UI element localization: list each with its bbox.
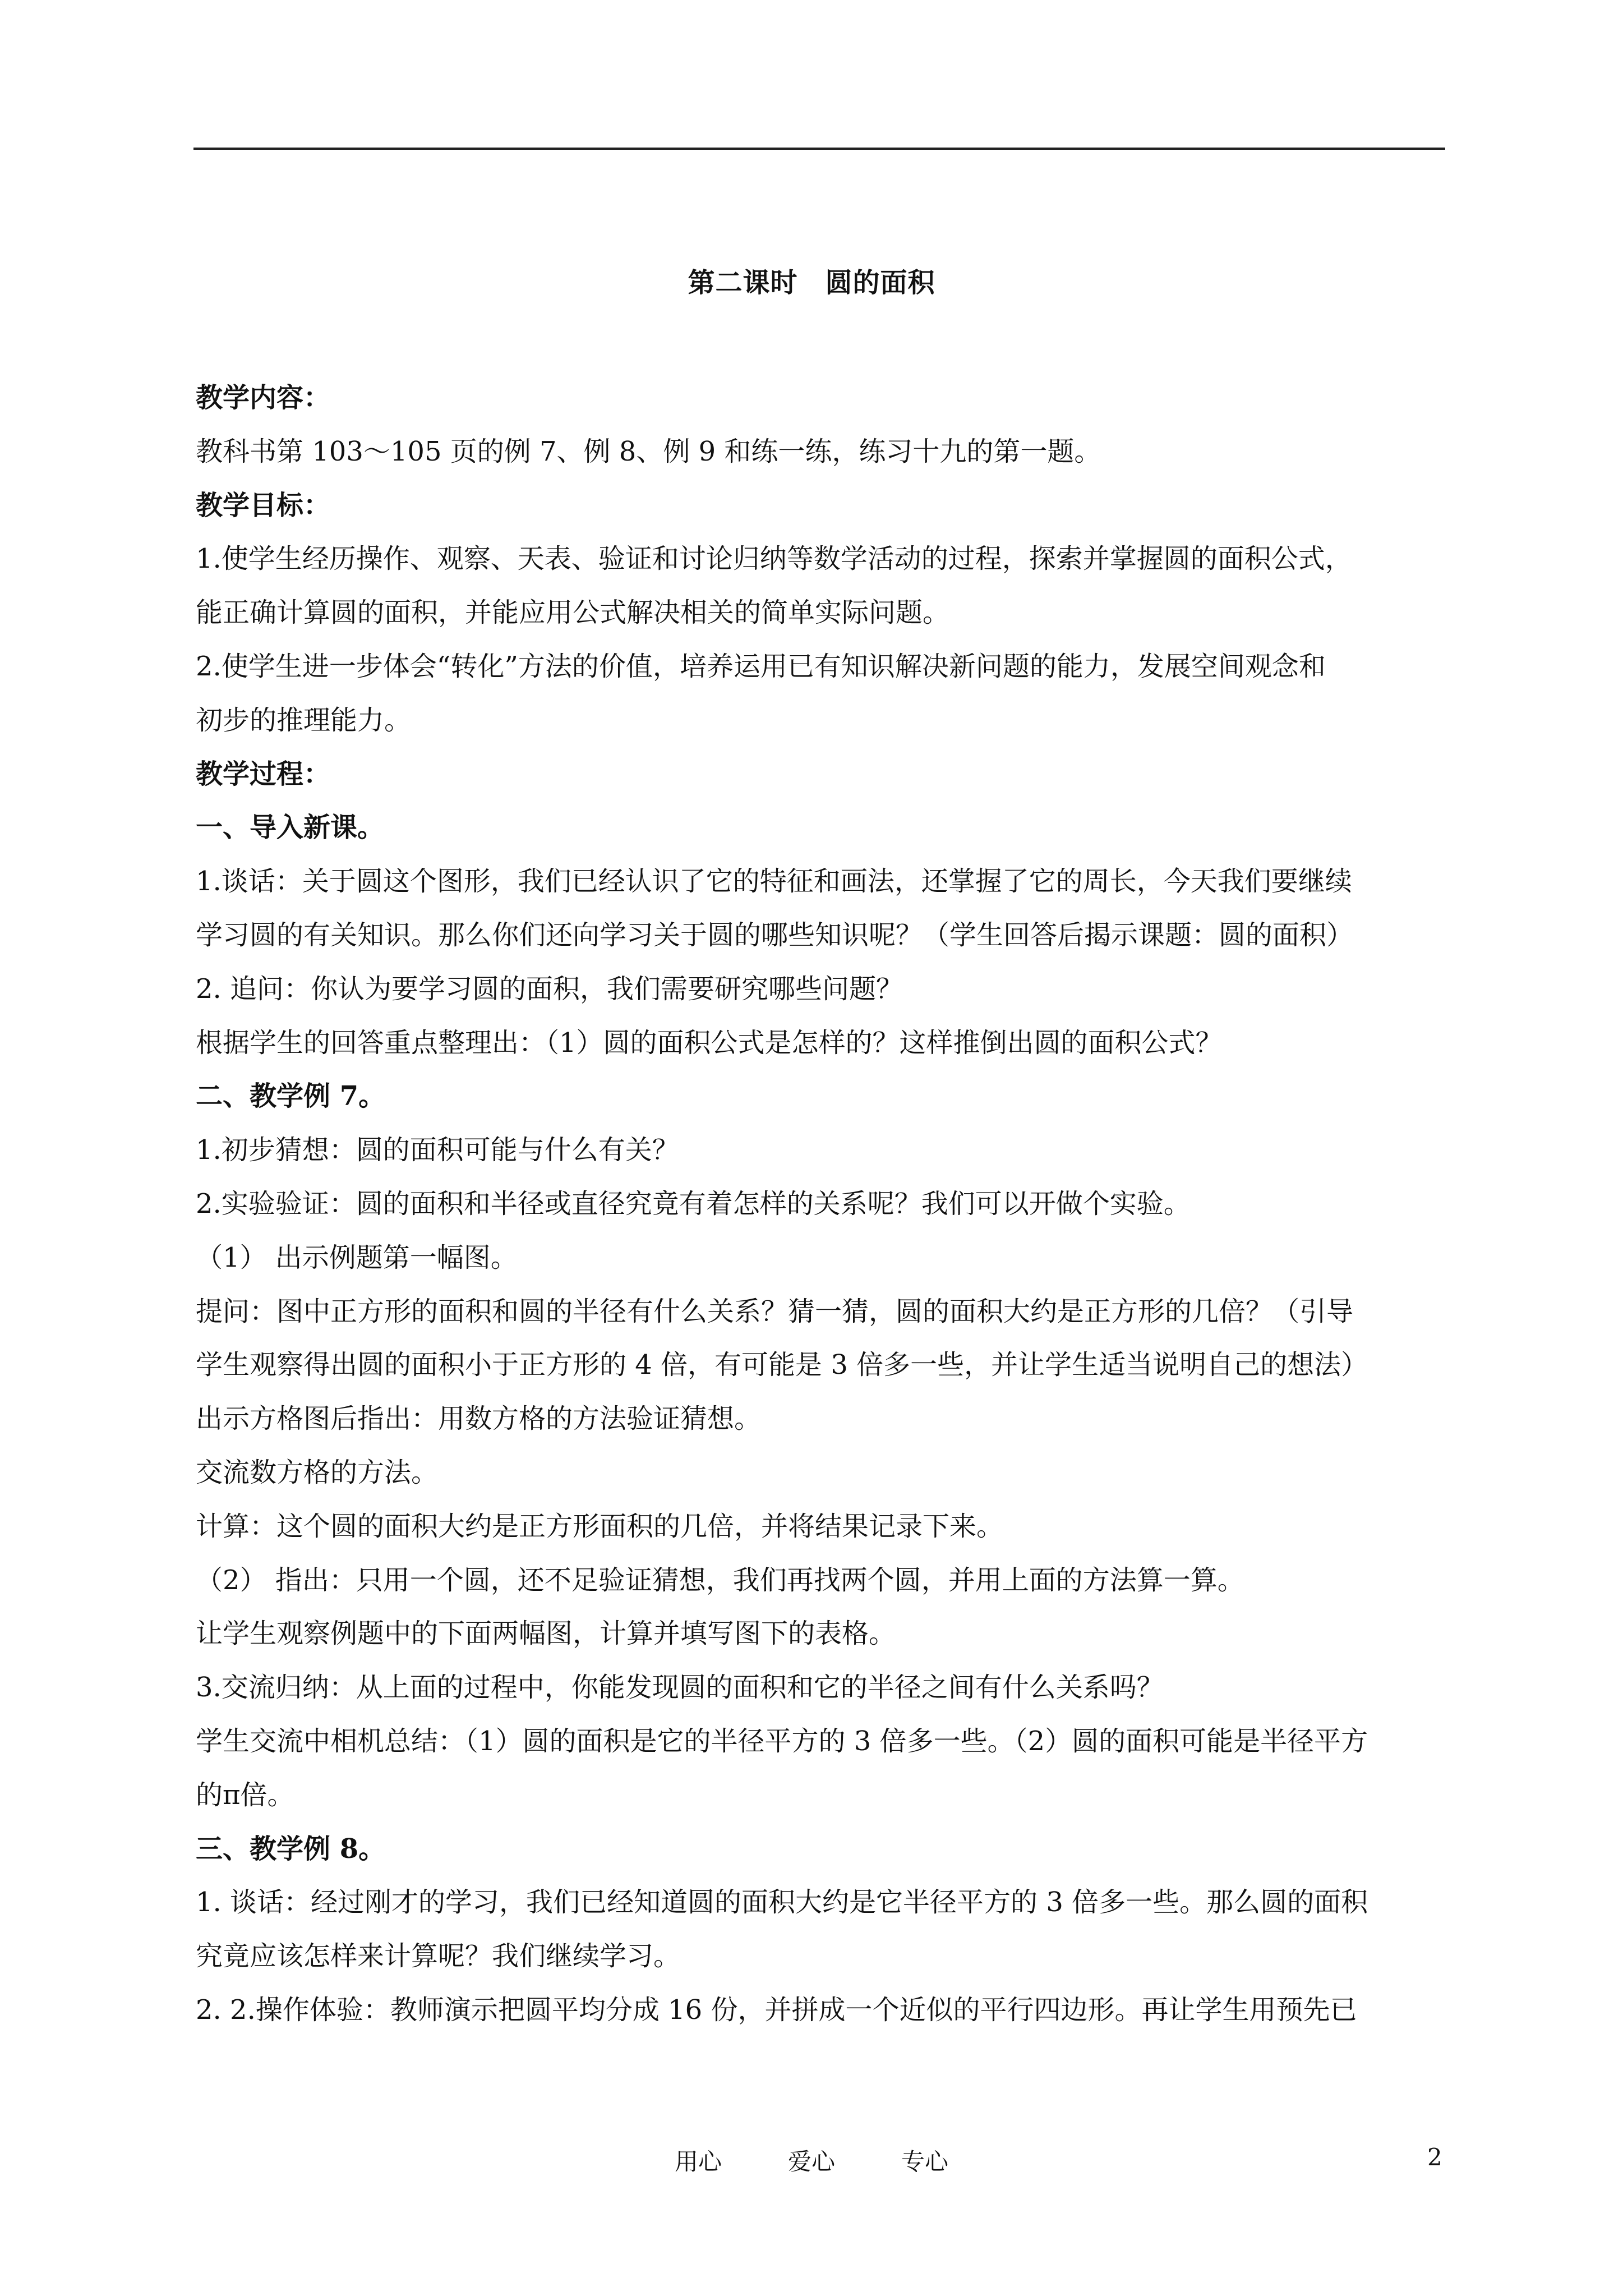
section-heading: 三、教学例 8。 xyxy=(196,1833,386,1865)
section-heading: 教学过程： xyxy=(196,758,331,790)
body-text-line: 学生观察得出圆的面积小于正方形的 4 倍，有可能是 3 倍多一些，并让学生适当说明自己的想法） xyxy=(196,1349,1368,1381)
body-text-line: 2.实验验证：圆的面积和半径或直径究竟有着怎样的关系呢？我们可以开做个实验。 xyxy=(196,1188,1191,1220)
page-title: 第二课时 圆的面积 xyxy=(688,267,935,298)
body-text-line: 提问：图中正方形的面积和圆的半径有什么关系？猜一猜，圆的面积大约是正方形的几倍？（引导 xyxy=(196,1295,1354,1327)
section-heading: 教学目标： xyxy=(196,489,331,521)
body-text-line: 1.谈话：关于圆这个图形，我们已经认识了它的特征和画法，还掌握了它的周长，今天我们要继续 xyxy=(196,866,1352,898)
section-heading: 教学内容： xyxy=(196,382,331,413)
footer xyxy=(0,2143,1623,2177)
body-text-line: 计算：这个圆的面积大约是正方形面积的几倍，并将结果记录下来。 xyxy=(196,1510,1004,1542)
page-number: 2 xyxy=(1427,2143,1442,2171)
body-text-line: 能正确计算圆的面积，并能应用公式解决相关的简单实际问题。 xyxy=(196,597,950,629)
body-text-line: 初步的推理能力。 xyxy=(196,704,412,736)
body-text-line: 学习圆的有关知识。那么你们还向学习关于圆的哪些知识呢？（学生回答后揭示课题：圆的面积） xyxy=(196,919,1354,951)
footer-item-3: 专心 xyxy=(901,2148,949,2175)
body-text-line: 1. 谈话：经过刚才的学习，我们已经知道圆的面积大约是它半径平方的 3 倍多一些。那么圆的面积 xyxy=(196,1887,1368,1918)
document-body xyxy=(196,371,1446,2037)
body-text-line: 2. 2.操作体验：教师演示把圆平均分成 16 份，并拼成一个近似的平行四边形。再让学生用预先已 xyxy=(196,1994,1357,2026)
footer-item-2: 爱心 xyxy=(787,2148,835,2175)
body-text-line: 让学生观察例题中的下面两幅图，计算并填写图下的表格。 xyxy=(196,1618,896,1650)
footer-item-1: 用心 xyxy=(674,2148,722,2175)
body-text-line: （2） 指出：只用一个圆，还不足验证猜想，我们再找两个圆，并用上面的方法算一算。 xyxy=(196,1564,1244,1596)
body-text-line: 的π倍。 xyxy=(196,1779,294,1811)
section-heading: 一、导入新课。 xyxy=(196,812,385,844)
body-text-line: 1.初步猜想：圆的面积可能与什么有关？ xyxy=(196,1134,679,1166)
body-text-line: 学生交流中相机总结：（1）圆的面积是它的半径平方的 3 倍多一些。（2）圆的面积可能是半径平方 xyxy=(196,1725,1368,1757)
body-text-line: 教科书第 103～105 页的例 7、例 8、例 9 和练一练，练习十九的第一题。 xyxy=(196,435,1101,467)
body-text-line: 2. 追问：你认为要学习圆的面积，我们需要研究哪些问题？ xyxy=(196,973,903,1005)
body-text-line: 3.交流归纳：从上面的过程中，你能发现圆的面积和它的半径之间有什么关系吗？ xyxy=(196,1672,1164,1704)
body-text-line: 究竟应该怎样来计算呢？我们继续学习。 xyxy=(196,1940,681,1972)
body-text-line: 2.使学生进一步体会“转化”方法的价值，培养运用已有知识解决新问题的能力，发展空间观念和 xyxy=(196,650,1326,682)
body-text-line: 根据学生的回答重点整理出：（1）圆的面积公式是怎样的？这样推倒出圆的面积公式？ xyxy=(196,1027,1223,1059)
body-text-line: 出示方格图后指出：用数方格的方法验证猜想。 xyxy=(196,1403,762,1435)
body-text-line: （1） 出示例题第一幅图。 xyxy=(196,1241,518,1273)
body-text-line: 交流数方格的方法。 xyxy=(196,1456,439,1488)
header-rule xyxy=(193,148,1445,150)
body-text-line: 1.使学生经历操作、观察、天表、验证和讨论归纳等数学活动的过程，探索并掌握圆的面积公式， xyxy=(196,543,1352,575)
section-heading: 二、教学例 7。 xyxy=(196,1080,386,1112)
